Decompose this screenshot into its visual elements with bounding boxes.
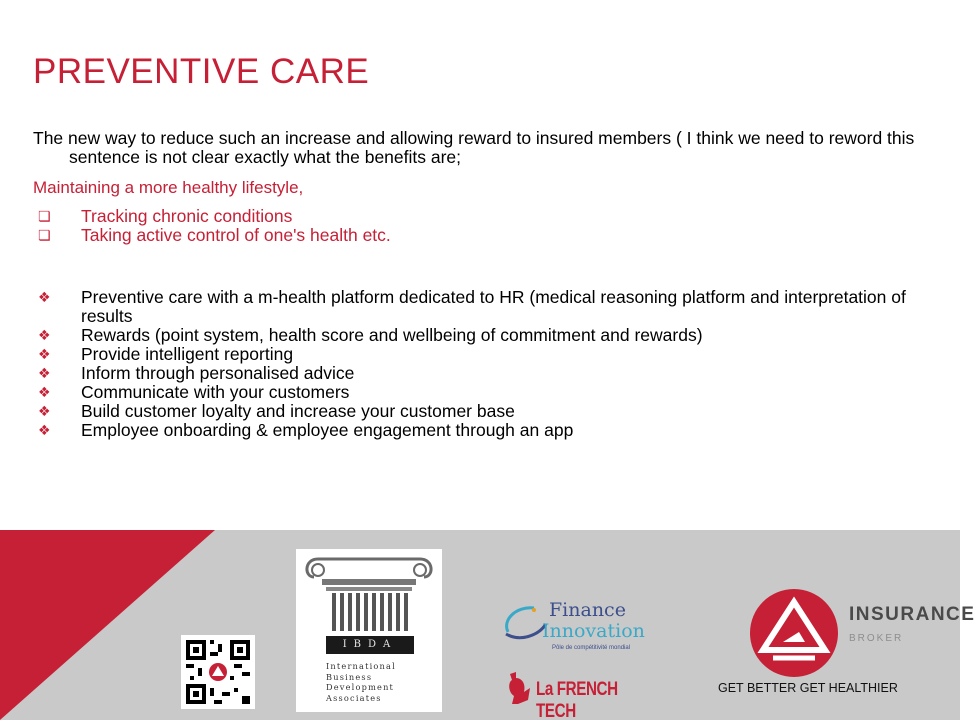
page-title: PREVENTIVE CARE bbox=[33, 52, 370, 91]
list-item-text: Provide intelligent reporting bbox=[81, 344, 294, 364]
ibda-fullname bbox=[326, 661, 396, 703]
tagline: GET BETTER GET HEALTHIER bbox=[718, 681, 898, 695]
diamond-bullet-icon: ❖ bbox=[38, 403, 51, 419]
list-item-text: Taking active control of one's health etc. bbox=[81, 225, 391, 245]
footer-band bbox=[0, 530, 975, 722]
list-item-text: Communicate with your customers bbox=[81, 382, 350, 402]
french-tech-logo bbox=[504, 670, 654, 722]
ibda-acronym: IBDA bbox=[326, 636, 414, 654]
french-tech-text: La FRENCH TECH bbox=[536, 679, 618, 722]
list-item-text: Inform through personalised advice bbox=[81, 363, 355, 383]
list-item bbox=[38, 326, 918, 345]
diamond-bullet-icon: ❖ bbox=[38, 422, 51, 438]
insurance-broker-logo-icon bbox=[749, 588, 839, 678]
list-item bbox=[38, 288, 918, 326]
list-item bbox=[38, 383, 918, 402]
finance-innovation-logo bbox=[502, 599, 662, 654]
qr-code[interactable] bbox=[181, 635, 255, 709]
subheading: Maintaining a more healthy lifestyle, bbox=[33, 178, 304, 197]
list-item bbox=[38, 364, 918, 383]
benefits-list bbox=[38, 288, 918, 440]
rooster-icon bbox=[504, 670, 534, 706]
list-item-text: Employee onboarding & employee engagement through an app bbox=[81, 420, 574, 440]
checkbox-list bbox=[38, 207, 391, 245]
ibda-line: Development bbox=[326, 682, 395, 692]
box-bullet-icon: ❏ bbox=[38, 208, 51, 224]
list-item bbox=[38, 345, 918, 364]
broker-subtitle: BROKER bbox=[849, 633, 904, 644]
diamond-bullet-icon: ❖ bbox=[38, 384, 51, 400]
list-item-text: Rewards (point system, health score and wellbeing of commitment and rewards) bbox=[81, 325, 703, 345]
ibda-line: Associates bbox=[326, 692, 382, 703]
intro-paragraph: The new way to reduce such an increase and allowing reward to insured members ( I think we need to reword this sentence is not clear exactly what the benefits are; bbox=[33, 128, 915, 167]
ionic-column-icon bbox=[296, 549, 442, 634]
ibda-line: International bbox=[326, 661, 396, 671]
list-item-text: Build customer loyalty and increase your customer base bbox=[81, 401, 515, 421]
ibda-logo bbox=[296, 549, 442, 712]
diamond-bullet-icon: ❖ bbox=[38, 289, 51, 305]
insurance-title: INSURANCE bbox=[849, 604, 975, 625]
list-item-text: Preventive care with a m-health platform dedicated to HR (medical reasoning platform and interpretation of results bbox=[81, 287, 906, 326]
box-bullet-icon: ❏ bbox=[38, 227, 51, 243]
innovation-word: Innovation bbox=[542, 620, 645, 642]
diamond-bullet-icon: ❖ bbox=[38, 346, 51, 362]
diamond-bullet-icon: ❖ bbox=[38, 327, 51, 343]
list-item bbox=[38, 421, 918, 440]
ibda-line: Business bbox=[326, 671, 373, 682]
diamond-bullet-icon: ❖ bbox=[38, 365, 51, 381]
list-item bbox=[38, 207, 391, 226]
list-item-text: Tracking chronic conditions bbox=[81, 206, 293, 226]
list-item bbox=[38, 226, 391, 245]
finance-word: Finance bbox=[549, 599, 626, 621]
list-item bbox=[38, 402, 918, 421]
finance-subtitle: Pôle de compétitivité mondial bbox=[552, 645, 631, 651]
